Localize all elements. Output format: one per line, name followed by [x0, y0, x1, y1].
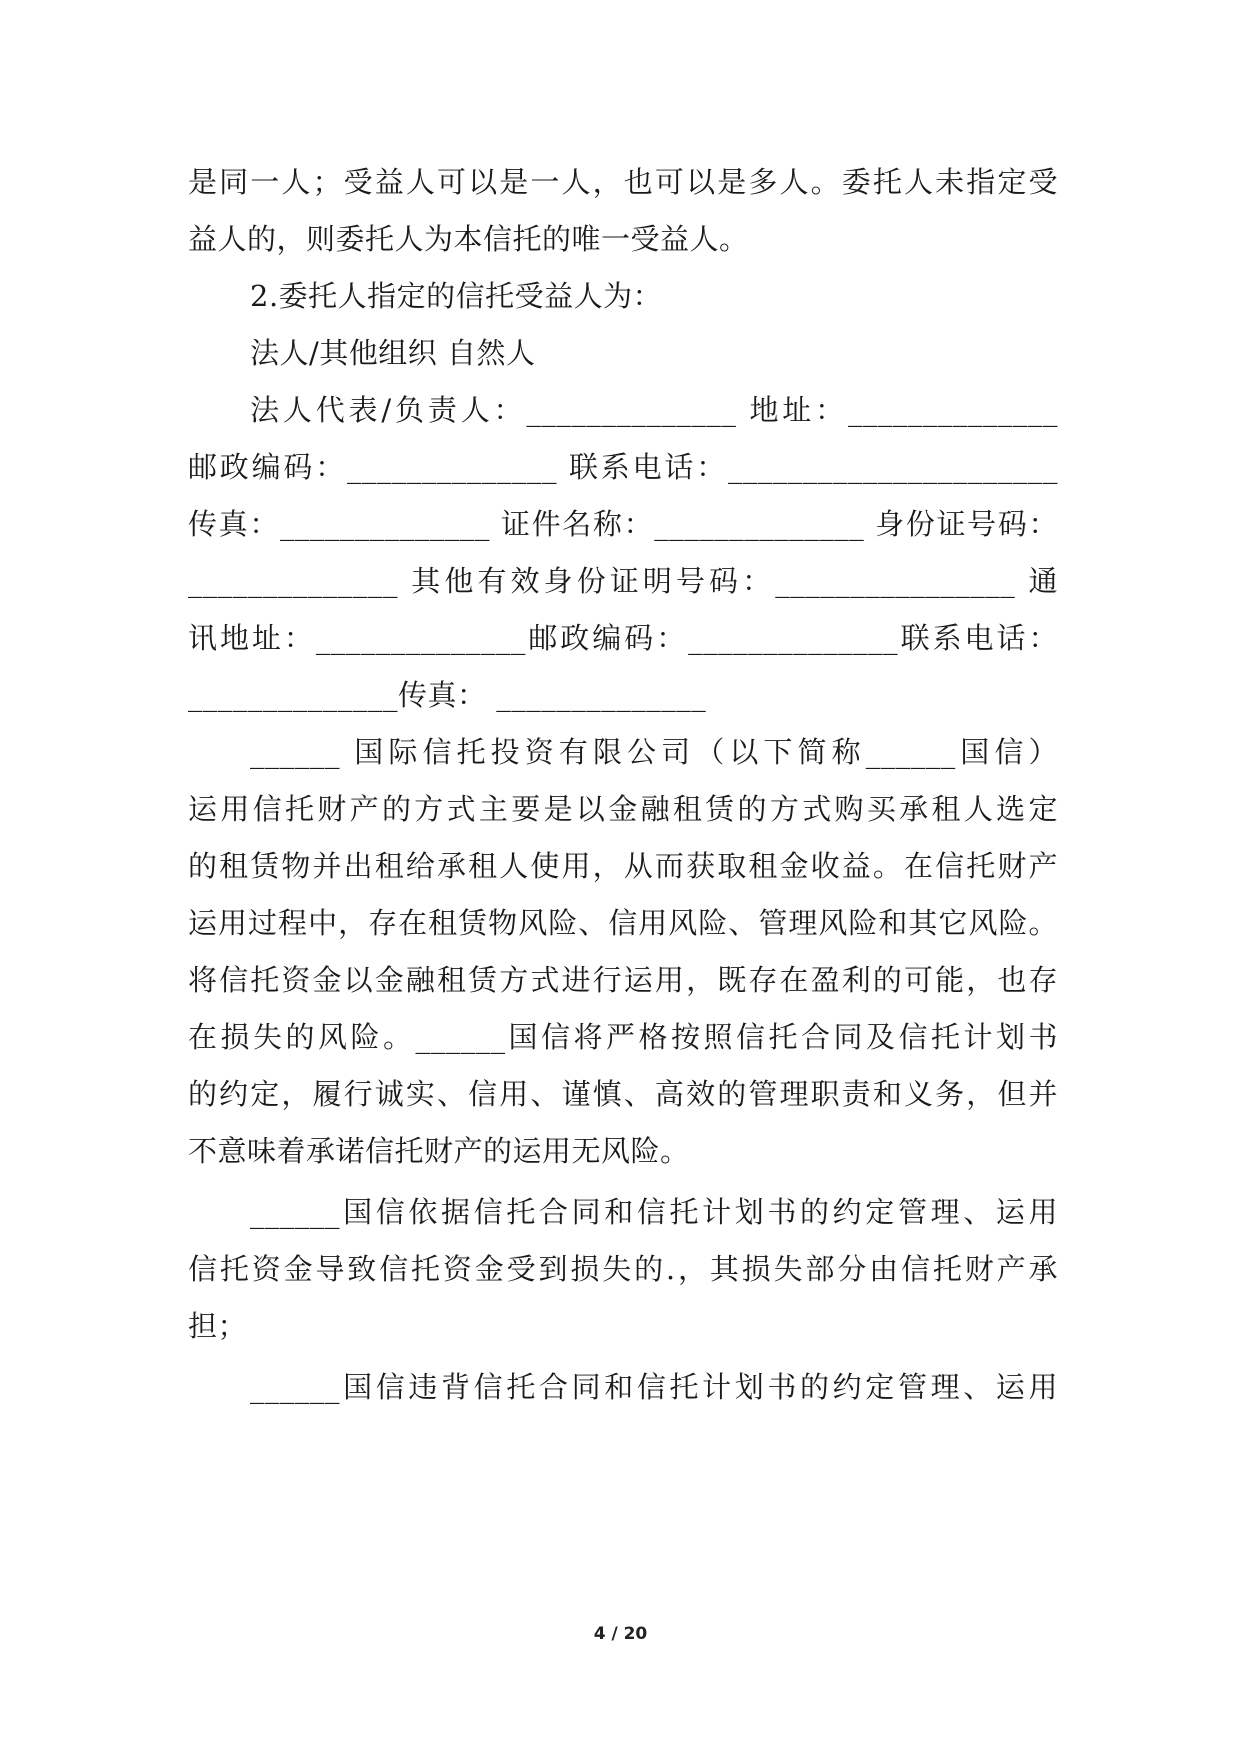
text-line-20: 信托资金导致信托资金受到损失的.，其损失部分由信托财产承 [188, 1252, 1058, 1286]
text-line-14: 运用过程中，存在租赁物风险、信用风险、管理风险和其它风险。 [188, 906, 1058, 940]
text-line-4: 法人/其他组织 自然人 [250, 336, 536, 370]
text-line-6: 邮政编码：______________ 联系电话：______________________ [188, 450, 1058, 484]
text-line-7: 传真：______________ 证件名称：______________ 身份证号码： [188, 507, 1058, 541]
text-line-3: 2.委托人指定的信托受益人为： [250, 279, 663, 313]
text-line-22: ______国信违背信托合同和信托计划书的约定管理、运用 [250, 1370, 1058, 1404]
text-line-11: ______ 国际信托投资有限公司（以下简称______国信） [250, 735, 1058, 769]
text-line-15: 将信托资金以金融租赁方式进行运用，既存在盈利的可能，也存 [188, 963, 1058, 997]
text-line-12: 运用信托财产的方式主要是以金融租赁的方式购买承租人选定 [188, 792, 1058, 826]
text-line-5: 法人代表/负责人：______________ 地址：______________ [250, 393, 1058, 427]
text-line-1: 是同一人；受益人可以是一人，也可以是多人。委托人未指定受 [188, 165, 1058, 199]
text-line-18: 不意味着承诺信托财产的运用无风险。 [188, 1134, 690, 1168]
page-number: 4 / 20 [593, 1624, 648, 1644]
text-line-19: ______国信依据信托合同和信托计划书的约定管理、运用 [250, 1195, 1058, 1229]
text-line-16: 在损失的风险。______国信将严格按照信托合同及信托计划书 [188, 1020, 1058, 1054]
text-line-13: 的租赁物并出租给承租人使用，从而获取租金收益。在信托财产 [188, 849, 1058, 883]
text-line-17: 的约定，履行诚实、信用、谨慎、高效的管理职责和义务，但并 [188, 1077, 1058, 1111]
text-line-9: 讯地址：______________邮政编码：______________联系电话： [188, 621, 1058, 655]
text-line-2: 益人的，则委托人为本信托的唯一受益人。 [188, 222, 749, 256]
text-line-10: ______________传真： ______________ [188, 678, 707, 712]
text-line-21: 担； [188, 1309, 248, 1343]
text-line-8: ______________ 其他有效身份证明号码：________________ 通 [188, 564, 1058, 598]
